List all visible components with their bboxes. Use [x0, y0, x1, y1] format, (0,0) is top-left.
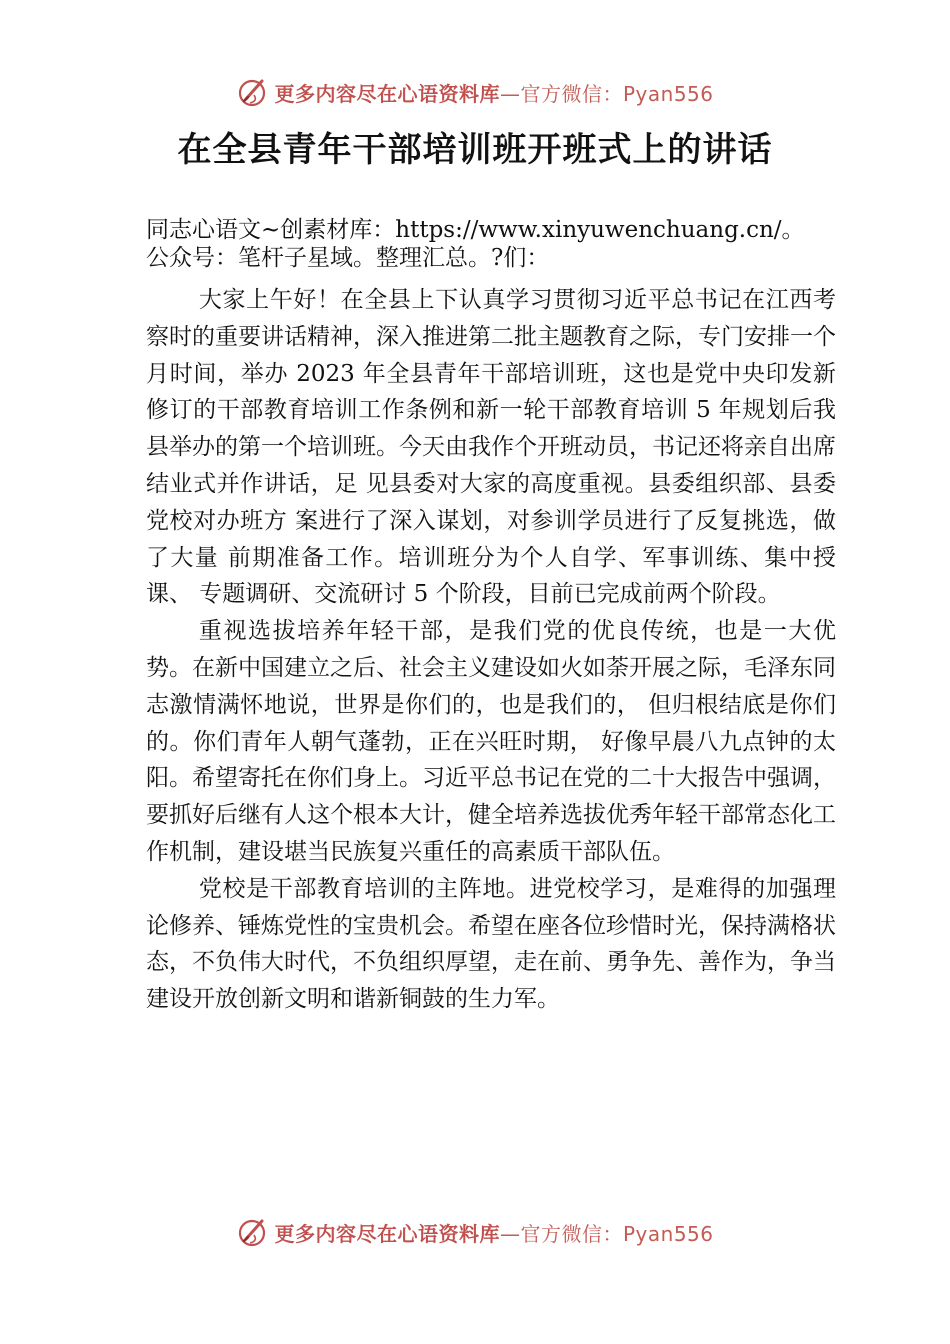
speech-body	[146, 282, 836, 1018]
source-note	[146, 216, 846, 272]
header-banner	[0, 72, 950, 112]
page-title: 在全县青年干部培训班开班式上的讲话	[177, 130, 773, 170]
paragraph-party-school: 党校是干部教育培训的主阵地。进党校学习，是难得的加强理论修养、锤炼党性的宝贵机会。希望在座各位珍惜时光，保持满格状态，不负伟大时代，不负组织厚望，走在前、勇争先、善作为，争当建设开放创新文明和谐新铜鼓的生力军。	[146, 875, 836, 1013]
source-line-account: 公众号：笔杆子星域。整理汇总。?们：	[146, 245, 550, 271]
source-line-website: 同志心语文~创素材库：https://www.xinyuwenchuang.cn/。	[146, 217, 805, 243]
brush-pen-logo-icon	[236, 75, 270, 109]
footer-banner-text: 更多内容尽在心语资料库—官方微信：Pyan556	[274, 1221, 714, 1246]
footer-banner	[0, 1212, 950, 1252]
paragraph-young-cadres: 重视选拔培养年轻干部，是我们党的优良传统，也是一大优势。在新中国建立之后、社会主义建设如火如荼开展之际，毛泽东同志激情满怀地说，世界是你们的，也是我们的， 但归根结底是你们的。你们青年人朝气蓬勃，正在兴旺时期， 好像早晨八九点钟的太阳。希望寄托在你们身上。习近平总书记在党的二十大报告中强调，要抓好后继有人这个根本大计，健全培养选拔优秀年轻干部常态化工作机制，建设堪当民族复兴重任的高素质干部队伍。	[146, 618, 836, 865]
brush-pen-logo-icon	[236, 1215, 270, 1249]
header-banner-text: 更多内容尽在心语资料库—官方微信：Pyan556	[274, 81, 714, 106]
paragraph-opening: 大家上午好！在全县上下认真学习贯彻习近平总书记在江西考察时的重要讲话精神，深入推进第二批主题教育之际，专门安排一个月时间，举办 2023 年全县青年干部培训班，这也是党中央印发新修订的干部教育培训工作条例和新一轮干部教育培训 5 年规划后我县举办的第一个培训班。今天由我作个开班动员，书记还将亲自出席结业式并作讲话，足 见县委对大家的高度重视。县委组织部、县委党校对办班方 案进行了深入谋划，对参训学员进行了反复挑选，做了大量 前期准备工作。培训班分为个人自学、军事训练、集中授课、 专题调研、交流研讨 5 个阶段，目前已完成前两个阶段。	[146, 287, 836, 608]
